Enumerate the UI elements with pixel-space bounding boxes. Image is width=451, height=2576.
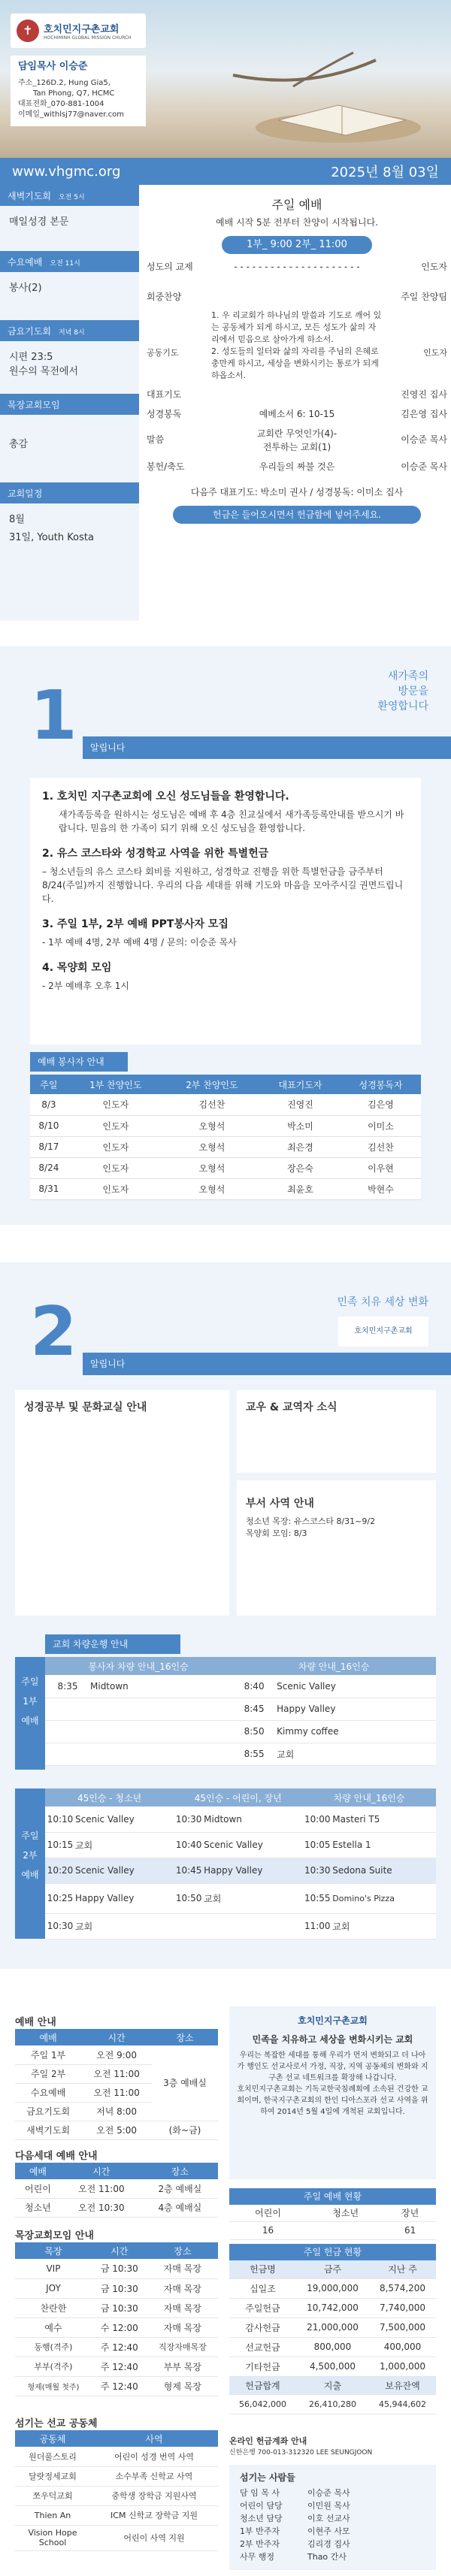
staff-row: 어린이 담당 이민원 목사 <box>240 2501 350 2511</box>
table-row: 8/24 인도자 오형석 장은숙 이우현 <box>30 1157 421 1178</box>
table-row: 8/17 인도자 오형석 최은경 김선찬 <box>30 1136 421 1157</box>
worship-times: 1부_ 9:00 2부_ 11:00 <box>222 236 372 254</box>
church-name-en: HOCHIMINH GLOBAL MISSION CHURCH <box>44 35 132 41</box>
staff-row: 사무 행정 Thao 간사 <box>240 2552 347 2562</box>
address-line-2: Tan Phong, Q7, HCMC <box>33 89 115 98</box>
table-row: 십일조 19,000,000 8,574,200 <box>229 2278 436 2298</box>
news-card: 교우 & 교역자 소식 <box>237 1390 436 1473</box>
notice-title: 4. 목양회 모임 <box>42 962 112 974</box>
globe-icon: ✝ <box>17 20 39 42</box>
finance-table: 헌금명 금주 지난 주 십일조 19,000,000 8,574,200 주일헌금 10,742,000 7,740,000 감사헌금 21,000,000 7,500,000 선교헌금 800,000 400,000 기타헌금 4,500,000 1,000,000 헌금합계 지출 보유잔액 56,042,000 26,410,280 45,944,602 <box>229 2260 436 2414</box>
finance-title: 주일 헌금 현황 <box>229 2244 436 2260</box>
email[interactable]: 이메일_withlsj77@naver.com <box>18 110 124 119</box>
attendance-table: 어린이 청소년 장년 16 61 <box>229 2205 436 2240</box>
church-name: 호치민지구촌교회 <box>44 24 120 35</box>
table-row: 8/10 인도자 오형석 박소미 이미소 <box>30 1115 421 1136</box>
shuttle-table-2: 45인승 - 청소년 45인승 - 어린이, 장년 차량 안내_16인승 10:10 Scenic Valley 10:30 Midtown 10:00 Masteri T5 10:15 교회 10:40 Scenic Valley 10:05 Estella 1 10:20 Scenic Valley 10:45 Happy Valley 10:30 Sedona Suite 10:25 Happy Valley 10:50 교회 10:55 Domino's Pizza 10:30 교회 11:00 교회 <box>45 1788 436 1940</box>
sidebar-head-cell: 목장교회모임 <box>0 394 139 415</box>
staff-row: 2부 반주자 김리경 집사 <box>240 2539 350 2549</box>
worship-subtitle: 예배 시작 5분 전부터 찬양이 시작됩니다. <box>216 217 378 228</box>
order-row: 성도의 교제 - - - - - - - - - - - - - - - - - - - - - 인도자 <box>147 262 447 272</box>
table-row: 금요기도회 저녁 8:00 <box>15 2102 218 2121</box>
staff-title: 섬기는 사람들 <box>240 2472 295 2483</box>
online-offering-account: 신한은행 700-013-312320 LEE SEUNGJOON <box>229 2449 373 2457</box>
notice-body: – 청소년들의 유스 코스타 회비를 지원하고, 성경학교 진행을 위한 특별헌금을 금주부터 8/24(주일)까지 진행합니다. 우리의 다음 세대를 위해 기도와 마음을 모아주시길 권면드립니다. <box>42 866 404 904</box>
sidebar-body-fri: 시편 23:5 원수의 목전에서 <box>9 352 79 377</box>
worship-info-title: 예배 안내 <box>15 2017 56 2028</box>
next-week-info: 다음주 대표기도: 박소미 권사 / 성경봉독: 이미소 집사 <box>190 487 404 497</box>
table-row: 10:20 Scenic Valley 10:45 Happy Valley 10:30 Sedona Suite <box>45 1858 436 1883</box>
intro-body: 우리는 복잡한 세대를 통해 우리가 먼저 변화되고 더 나아가 행인도 선교사로서 가정, 직장, 지역 공동체의 변화와 지구촌 선교 네트워크를 확장해 나갑니다. 호치민지구촌교회는 기독교한국침례회에 소속된 건강한 교회이며, 한국지구촌교회의 한인 디아스포라 선교 사역을 위하여 2014년 5월 4일에 개척된 교회입니다. <box>237 2051 428 2116</box>
table-row: 달랏정세교회 소수부족 신학교 사역 <box>15 2466 218 2486</box>
bible-photo <box>188 45 436 150</box>
table-row: 찬란한 금 10:30 자매 목장 <box>15 2298 218 2317</box>
church-logo <box>11 14 146 48</box>
table-row: 청소년 오전 10:30 4층 예배실 <box>15 2198 218 2217</box>
table-row: 10:25 Happy Valley 10:50 교회 10:55 Domino's Pizza <box>45 1883 436 1913</box>
order-row: 말씀 교회란 무엇인가(4)- 전투하는 교회(1) 이승준 목사 <box>147 428 447 452</box>
table-row: 동행(격주) 주 12:40 직장자매목장 <box>15 2337 218 2357</box>
table-header: 주일 1부 찬양인도 2부 찬양인도 대표기도자 성경봉독자 <box>30 1075 421 1094</box>
table-row: 감사헌금 21,000,000 7,500,000 <box>229 2317 436 2337</box>
url-date-bar <box>0 158 451 185</box>
mission-table: 공동체 사역 원더풀스토리 어린이 성경 번역 사역 달랏정세교회 소수부족 신학교 사역 쪼우덕교회 중학생 장학금 지원사역 Thien An ICM 신학교 장학금 지원 Vision Hope School 어린이 사역 지원 <box>15 2430 218 2551</box>
section-2-number: 2 <box>30 1293 77 1371</box>
shuttle-table-1: 봉사자 차량 안내_16인승 차량 안내_16인승 8:35 Midtown 8:40 Scenic Valley 8:45 Happy Valley 8:50 Kimmy coffee 8:55 교회 <box>45 1657 436 1766</box>
notice-title: 3. 주일 1부, 2부 예배 PPT봉사자 모집 <box>42 918 229 930</box>
worship-title: 주일 예배 <box>271 198 322 212</box>
table-row: 부부(격주) 주 12:40 부부 목장 <box>15 2357 218 2376</box>
table-row: 8/3 인도자 김선찬 진영진 김은영 <box>30 1094 421 1115</box>
church-logo-small: 호치민지구촌교회 <box>338 1317 428 1347</box>
table-row: 10:30 교회 11:00 교회 <box>45 1913 436 1939</box>
worship-order <box>147 192 447 524</box>
mission-title: 섬기는 선교 공동체 <box>15 2418 98 2429</box>
worship-info-table: 예배 시간 장소 주일 1부 오전 9:00 3층 예배실 주일 2부 오전 11:00 수요예배 오전 11:00 금요기도회 저녁 8:00 새벽기도회 오전 5:00 (화~금) <box>15 2029 218 2140</box>
staff-row: 담 임 목 사 이승준 목사 <box>240 2488 350 2498</box>
cell-group-title: 목장교회모임 안내 <box>15 2230 94 2242</box>
table-row: 8:50 Kimmy coffee <box>45 1720 436 1743</box>
schedule-sidebar <box>0 185 139 621</box>
sidebar-head-wed: 수요예배 오전 11시 <box>0 251 139 272</box>
welcome-text: 새가족의 방문을 환영합니다 <box>377 670 428 712</box>
order-row: 성경봉독 예베소서 6: 10-15 김은영 집사 <box>147 409 447 419</box>
table-row: 56,042,000 26,410,280 45,944,602 <box>229 2394 436 2414</box>
pastor-name: 담임목사 이승준 <box>18 61 88 72</box>
sidebar-body-dawn: 매일성경 본문 <box>9 216 69 228</box>
notice-title: 2. 유스 코스타와 성경학교 사역을 위한 특별헌금 <box>42 848 269 860</box>
table-row: 10:15 교회 10:40 Scenic Valley 10:05 Estella 1 <box>45 1832 436 1858</box>
section-2-label: 알립니다 <box>90 1359 126 1369</box>
intro-title: 민족을 치유하고 세상을 변화시키는 교회 <box>252 2034 413 2045</box>
church-intro <box>229 2006 436 2179</box>
bible-study-card: 성경공부 및 문화교실 안내 <box>15 1390 229 1616</box>
table-row: 기타헌금 4,500,000 1,000,000 <box>229 2357 436 2376</box>
next-gen-title: 다음세대 예배 안내 <box>15 2151 98 2162</box>
notice-list <box>30 778 421 1045</box>
notice-title: 1. 호치민 지구촌교회에 오신 성도님들을 환영합니다. <box>42 791 289 803</box>
service-2-label: 주일 2부 예배 <box>15 1788 45 1939</box>
staff-row: 1부 반주자 이현주 사모 <box>240 2526 350 2536</box>
sidebar-head-calendar: 교회일정 <box>0 482 139 503</box>
staff-box <box>229 2465 436 2570</box>
table-row: 8/31 인도자 오형석 최윤호 박현수 <box>30 1178 421 1199</box>
bulletin-date: 2025년 8월 03일 <box>331 165 439 180</box>
service-table-title: 예배 봉사자 안내 <box>30 1052 128 1072</box>
next-gen-table: 예배 시간 장소 어린이 오전 11:00 2층 예배실 청소년 오전 10:30 4층 예배실 <box>15 2163 218 2218</box>
online-offering-title: 온라인 헌금계좌 안내 <box>229 2436 307 2446</box>
table-row: 선교헌금 800,000 400,000 <box>229 2337 436 2357</box>
sidebar-body-cell: 총감 <box>9 439 29 450</box>
order-row: 회중찬양 주일 찬양팀 <box>147 292 447 302</box>
order-row: 봉헌/축도 우리들의 짜불 것은 이승준 목사 <box>147 461 447 472</box>
website-link[interactable]: www.vhgmc.org <box>12 163 121 180</box>
slogan: 민족 치유 세상 변화 <box>337 1296 428 1308</box>
table-row: Vision Hope School 어린이 사역 지원 <box>15 2525 218 2550</box>
cell-group-table: 목장 시간 장소 VIP 금 10:30 자매 목장 JOY 금 10:30 자매 목장 찬란한 금 10:30 자매 목장 예수 수 12:00 자매 목장 동행(격주) 주 12:40 직장자매목장 부부(격주) 주 12:40 부부 목장 형제(매월 첫주) 주 12:40 형제 목장 <box>15 2242 218 2396</box>
shuttle-title: 교회 차량운행 안내 <box>45 1634 180 1654</box>
intro-logo: 호치민지구촌교회 <box>298 2015 368 2026</box>
sidebar-body-calendar: 8월 31일, Youth Kosta <box>9 514 94 543</box>
section-1-label: 알립니다 <box>90 742 126 753</box>
notice-body: - 1부 예배 4명, 2부 예배 4명 / 문의: 이승준 목사 <box>42 937 237 948</box>
table-row: 8:45 Happy Valley <box>45 1698 436 1720</box>
phone: 대표전화_070-881-1004 <box>18 100 104 108</box>
table-row: 형제(매월 첫주) 주 12:40 형제 목장 <box>15 2376 218 2396</box>
table-row: 주일 1부 오전 9:00 3층 예배실 <box>15 2045 218 2064</box>
table-row: 8:35 Midtown 8:40 Scenic Valley <box>45 1675 436 1698</box>
table-row: JOY 금 10:30 자매 목장 <box>15 2278 218 2298</box>
address-line-1: 주소_126D.2, Hung Gia5, <box>18 79 110 87</box>
pastor-info <box>11 56 146 126</box>
table-row: 10:10 Scenic Valley 10:30 Midtown 10:00 Masteri T5 <box>45 1807 436 1832</box>
sidebar-head-dawn: 새벽기도회 오전 5시 <box>0 185 139 206</box>
attendance-title: 주일 예배 현황 <box>229 2188 436 2205</box>
department-card: 부서 사역 안내 청소년 목장: 유스코스타 8/31~9/2 목양회 모임: 8/3 <box>237 1480 436 1616</box>
order-row: 대표기도 진영진 집사 <box>147 389 447 400</box>
section-1-number: 1 <box>30 676 77 755</box>
sidebar-body-wed: 봉사(2) <box>9 283 42 294</box>
table-row: 쪼우덕교회 중학생 장학금 지원사역 <box>15 2486 218 2505</box>
table-row: Thien An ICM 신학교 장학금 지원 <box>15 2505 218 2525</box>
order-row: 공동기도 1. 우 리교회가 하나님의 말씀과 기도로 깨어 있는 공동체가 되게 하시고, 모든 성도가 삶의 자리에서 믿음으로 살아가게 하소서. 2. 성도들의 일터와 삶의 자리를 주님의 은혜로 충만케 하시고, 세상을 변화시키는 통로가 되게 하옵소서. 인도자 <box>147 310 447 380</box>
sidebar-head-fri: 금요기도회 저녁 8시 <box>0 320 139 341</box>
service-table <box>30 1075 421 1200</box>
table-row: 주일헌금 10,742,000 7,740,000 <box>229 2298 436 2317</box>
table-row: VIP 금 10:30 자매 목장 <box>15 2259 218 2278</box>
table-row: 16 61 <box>229 2221 436 2239</box>
table-row: 예수 수 12:00 자매 목장 <box>15 2317 218 2337</box>
table-row: 주일 2부 오전 11:00 <box>15 2064 218 2083</box>
table-row: 원더풀스토리 어린이 성경 번역 사역 <box>15 2447 218 2466</box>
notice-body: - 2부 예배후 오후 1시 <box>42 981 130 991</box>
notice-body: 새가족등록을 원하시는 성도님은 예배 후 4층 친교실에서 새가족등록안내를 받으시기 바랍니다. 믿음의 한 가족이 되기 위해 오신 성도님을 환영합니다. <box>59 809 404 833</box>
service-1-label: 주일 1부 예배 <box>15 1657 45 1770</box>
table-row: 새벽기도회 오전 5:00 (화~금) <box>15 2121 218 2139</box>
offering-notice: 헌금은 들어오시면서 헌금함에 넣어주세요. <box>173 506 421 524</box>
table-row: 수요예배 오전 11:00 <box>15 2083 218 2102</box>
table-row: 어린이 오전 11:00 2층 예배실 <box>15 2179 218 2198</box>
staff-row: 청소년 담당 이호 선교사 <box>240 2514 350 2523</box>
table-row: 8:55 교회 <box>45 1743 436 1765</box>
